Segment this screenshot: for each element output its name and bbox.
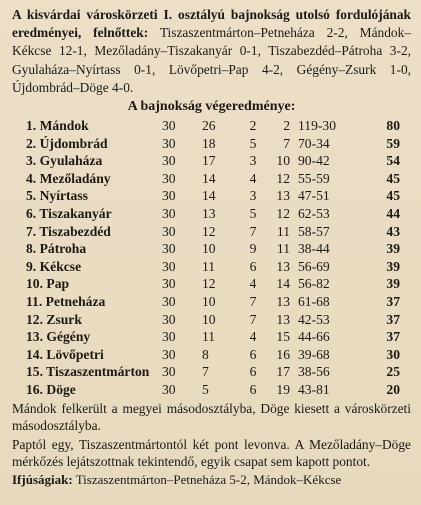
table-row	[26, 346, 400, 364]
cell-drawn: 4	[249, 276, 257, 292]
cell-won: 10	[202, 293, 216, 309]
cell-won: 12	[202, 276, 216, 292]
standings-table	[26, 117, 400, 399]
cell-lost: 11	[276, 223, 290, 239]
table-row	[26, 363, 400, 381]
cell-lost: 2	[283, 118, 290, 134]
cell-points: 30	[386, 346, 400, 362]
cell-points: 80	[386, 118, 400, 134]
cell-points: 37	[386, 329, 400, 345]
cell-team: 13. Gégény	[26, 329, 91, 345]
penalty-note: Paptól egy, Tiszaszentmártontól két pont levonva. A Mezőladány–Döge mérkőzés lejátszottnak tekintendő, egyik csapat sem kapott pontot.	[12, 436, 411, 470]
cell-lost: 12	[276, 170, 290, 186]
cell-team: 10. Pap	[26, 276, 70, 292]
cell-team: 5. Nyírtass	[26, 188, 88, 204]
cell-points: 45	[386, 188, 400, 204]
cell-goals: 56-82	[298, 276, 330, 292]
cell-drawn: 6	[249, 364, 257, 380]
cell-team: 16. Döge	[26, 381, 76, 397]
cell-lost: 11	[276, 241, 290, 257]
table-row	[26, 135, 400, 153]
cell-played: 30	[162, 241, 176, 257]
cell-team: 1. Mándok	[26, 118, 89, 134]
table-row	[26, 205, 400, 223]
cell-points: 39	[386, 258, 400, 274]
cell-played: 30	[162, 153, 176, 169]
cell-lost: 13	[276, 293, 290, 309]
cell-lost: 16	[276, 346, 290, 362]
cell-won: 13	[202, 205, 216, 221]
cell-played: 30	[162, 329, 176, 345]
cell-played: 30	[162, 364, 176, 380]
cell-points: 45	[386, 170, 400, 186]
table-row	[26, 311, 400, 329]
youth-label: Ifjúságiak:	[12, 471, 73, 487]
cell-lost: 15	[276, 329, 290, 345]
cell-goals: 62-53	[298, 205, 330, 221]
cell-team: 8. Pátroha	[26, 241, 87, 257]
cell-played: 30	[162, 293, 176, 309]
cell-lost: 13	[276, 258, 290, 274]
cell-team: 3. Gyulaháza	[26, 153, 103, 169]
cell-won: 26	[202, 118, 216, 134]
cell-drawn: 3	[249, 153, 257, 169]
cell-team: 12. Zsurk	[26, 311, 82, 327]
round-results	[12, 6, 411, 97]
cell-goals: 39-68	[298, 346, 330, 362]
cell-drawn: 4	[249, 329, 257, 345]
table-row	[26, 381, 400, 399]
table-row	[26, 223, 400, 241]
cell-goals: 90-42	[298, 153, 330, 169]
standings-title: A bajnokság végeredménye:	[127, 99, 296, 115]
cell-drawn: 2	[249, 118, 257, 134]
cell-goals: 42-53	[298, 311, 330, 327]
cell-goals: 38-56	[298, 364, 330, 380]
results-heading: A kisvárdai városkörzeti I. osztályú bajnokság utolsó fordulójának eredményei, felnőttek:	[12, 7, 411, 41]
cell-goals: 70-34	[298, 135, 330, 151]
cell-drawn: 7	[249, 311, 257, 327]
cell-won: 11	[202, 258, 216, 274]
cell-goals: 56-69	[298, 258, 330, 274]
cell-team: 11. Petneháza	[26, 293, 106, 309]
standings-body	[26, 117, 400, 399]
cell-won: 5	[202, 381, 209, 397]
cell-drawn: 6	[249, 346, 257, 362]
cell-won: 10	[202, 241, 216, 257]
cell-drawn: 7	[249, 293, 257, 309]
cell-drawn: 5	[249, 135, 257, 151]
cell-goals: 119-30	[298, 118, 337, 134]
cell-won: 10	[202, 311, 216, 327]
cell-goals: 55-59	[298, 170, 330, 186]
cell-drawn: 6	[249, 258, 257, 274]
cell-lost: 7	[283, 135, 290, 151]
cell-lost: 13	[276, 311, 290, 327]
cell-team: 14. Lövőpetri	[26, 346, 104, 362]
cell-won: 11	[202, 329, 216, 345]
table-row	[26, 240, 400, 258]
cell-played: 30	[162, 205, 176, 221]
cell-team: 6. Tiszakanyár	[26, 205, 112, 221]
cell-lost: 12	[276, 205, 290, 221]
cell-points: 37	[386, 311, 400, 327]
cell-drawn: 6	[249, 381, 257, 397]
cell-points: 37	[386, 293, 400, 309]
cell-lost: 17	[276, 364, 290, 380]
cell-played: 30	[162, 258, 176, 274]
cell-drawn: 9	[249, 241, 257, 257]
cell-played: 30	[162, 170, 176, 186]
cell-lost: 13	[276, 188, 290, 204]
promotion-note: Mándok felkerült a megyei másodosztályba, Döge kiesett a városkörzeti másodosztályba.	[12, 400, 411, 434]
cell-drawn: 4	[249, 170, 257, 186]
cell-points: 39	[386, 276, 400, 292]
cell-goals: 44-66	[298, 329, 330, 345]
cell-points: 25	[386, 364, 400, 380]
cell-played: 30	[162, 311, 176, 327]
cell-goals: 47-51	[298, 188, 330, 204]
cell-lost: 10	[276, 153, 290, 169]
cell-points: 20	[386, 381, 400, 397]
cell-played: 30	[162, 188, 176, 204]
cell-won: 17	[202, 153, 216, 169]
cell-points: 39	[386, 241, 400, 257]
table-row	[26, 117, 400, 135]
table-row	[26, 258, 400, 276]
cell-played: 30	[162, 223, 176, 239]
cell-played: 30	[162, 381, 176, 397]
cell-played: 30	[162, 118, 176, 134]
cell-won: 14	[202, 188, 216, 204]
cell-drawn: 7	[249, 223, 257, 239]
cell-played: 30	[162, 276, 176, 292]
cell-team: 15. Tiszaszentmárton	[26, 364, 150, 380]
cell-played: 30	[162, 135, 176, 151]
cell-drawn: 3	[249, 188, 257, 204]
cell-team: 9. Kékcse	[26, 258, 82, 274]
table-row	[26, 328, 400, 346]
table-row	[26, 275, 400, 293]
table-row	[26, 293, 400, 311]
cell-played: 30	[162, 346, 176, 362]
youth-results	[12, 471, 411, 488]
cell-won: 8	[202, 346, 209, 362]
cell-goals: 38-44	[298, 241, 330, 257]
cell-won: 7	[202, 364, 209, 380]
cell-team: 7. Tiszabezdéd	[26, 223, 111, 239]
cell-points: 54	[386, 153, 400, 169]
cell-goals: 58-57	[298, 223, 330, 239]
cell-lost: 19	[276, 381, 290, 397]
results-text: Tiszaszentmárton–Petneháza 2-2, Mándok–Kékcse 12-1, Mezőladány–Tiszakanyár 0-1, Tiszabezdéd–Pátroha 3-2, Gyulaháza–Nyírtass 0-1, Lövőpetri–Pap 4-2, Gégény–Zsurk 1-0, Újdombrád–Döge 4-0.	[12, 25, 411, 95]
table-row	[26, 170, 400, 188]
table-row	[26, 152, 400, 170]
cell-team: 4. Mezőladány	[26, 170, 111, 186]
youth-text: Tiszaszentmárton–Petneháza 5-2, Mándok–Kékcse	[75, 471, 342, 487]
cell-won: 14	[202, 170, 216, 186]
table-row	[26, 187, 400, 205]
cell-lost: 14	[276, 276, 290, 292]
cell-goals: 43-81	[298, 381, 330, 397]
cell-won: 18	[202, 135, 216, 151]
cell-goals: 61-68	[298, 293, 330, 309]
cell-team: 2. Újdombrád	[26, 135, 108, 151]
cell-won: 12	[202, 223, 216, 239]
cell-points: 44	[386, 205, 400, 221]
cell-points: 43	[386, 223, 400, 239]
cell-drawn: 5	[249, 205, 257, 221]
cell-points: 59	[386, 135, 400, 151]
